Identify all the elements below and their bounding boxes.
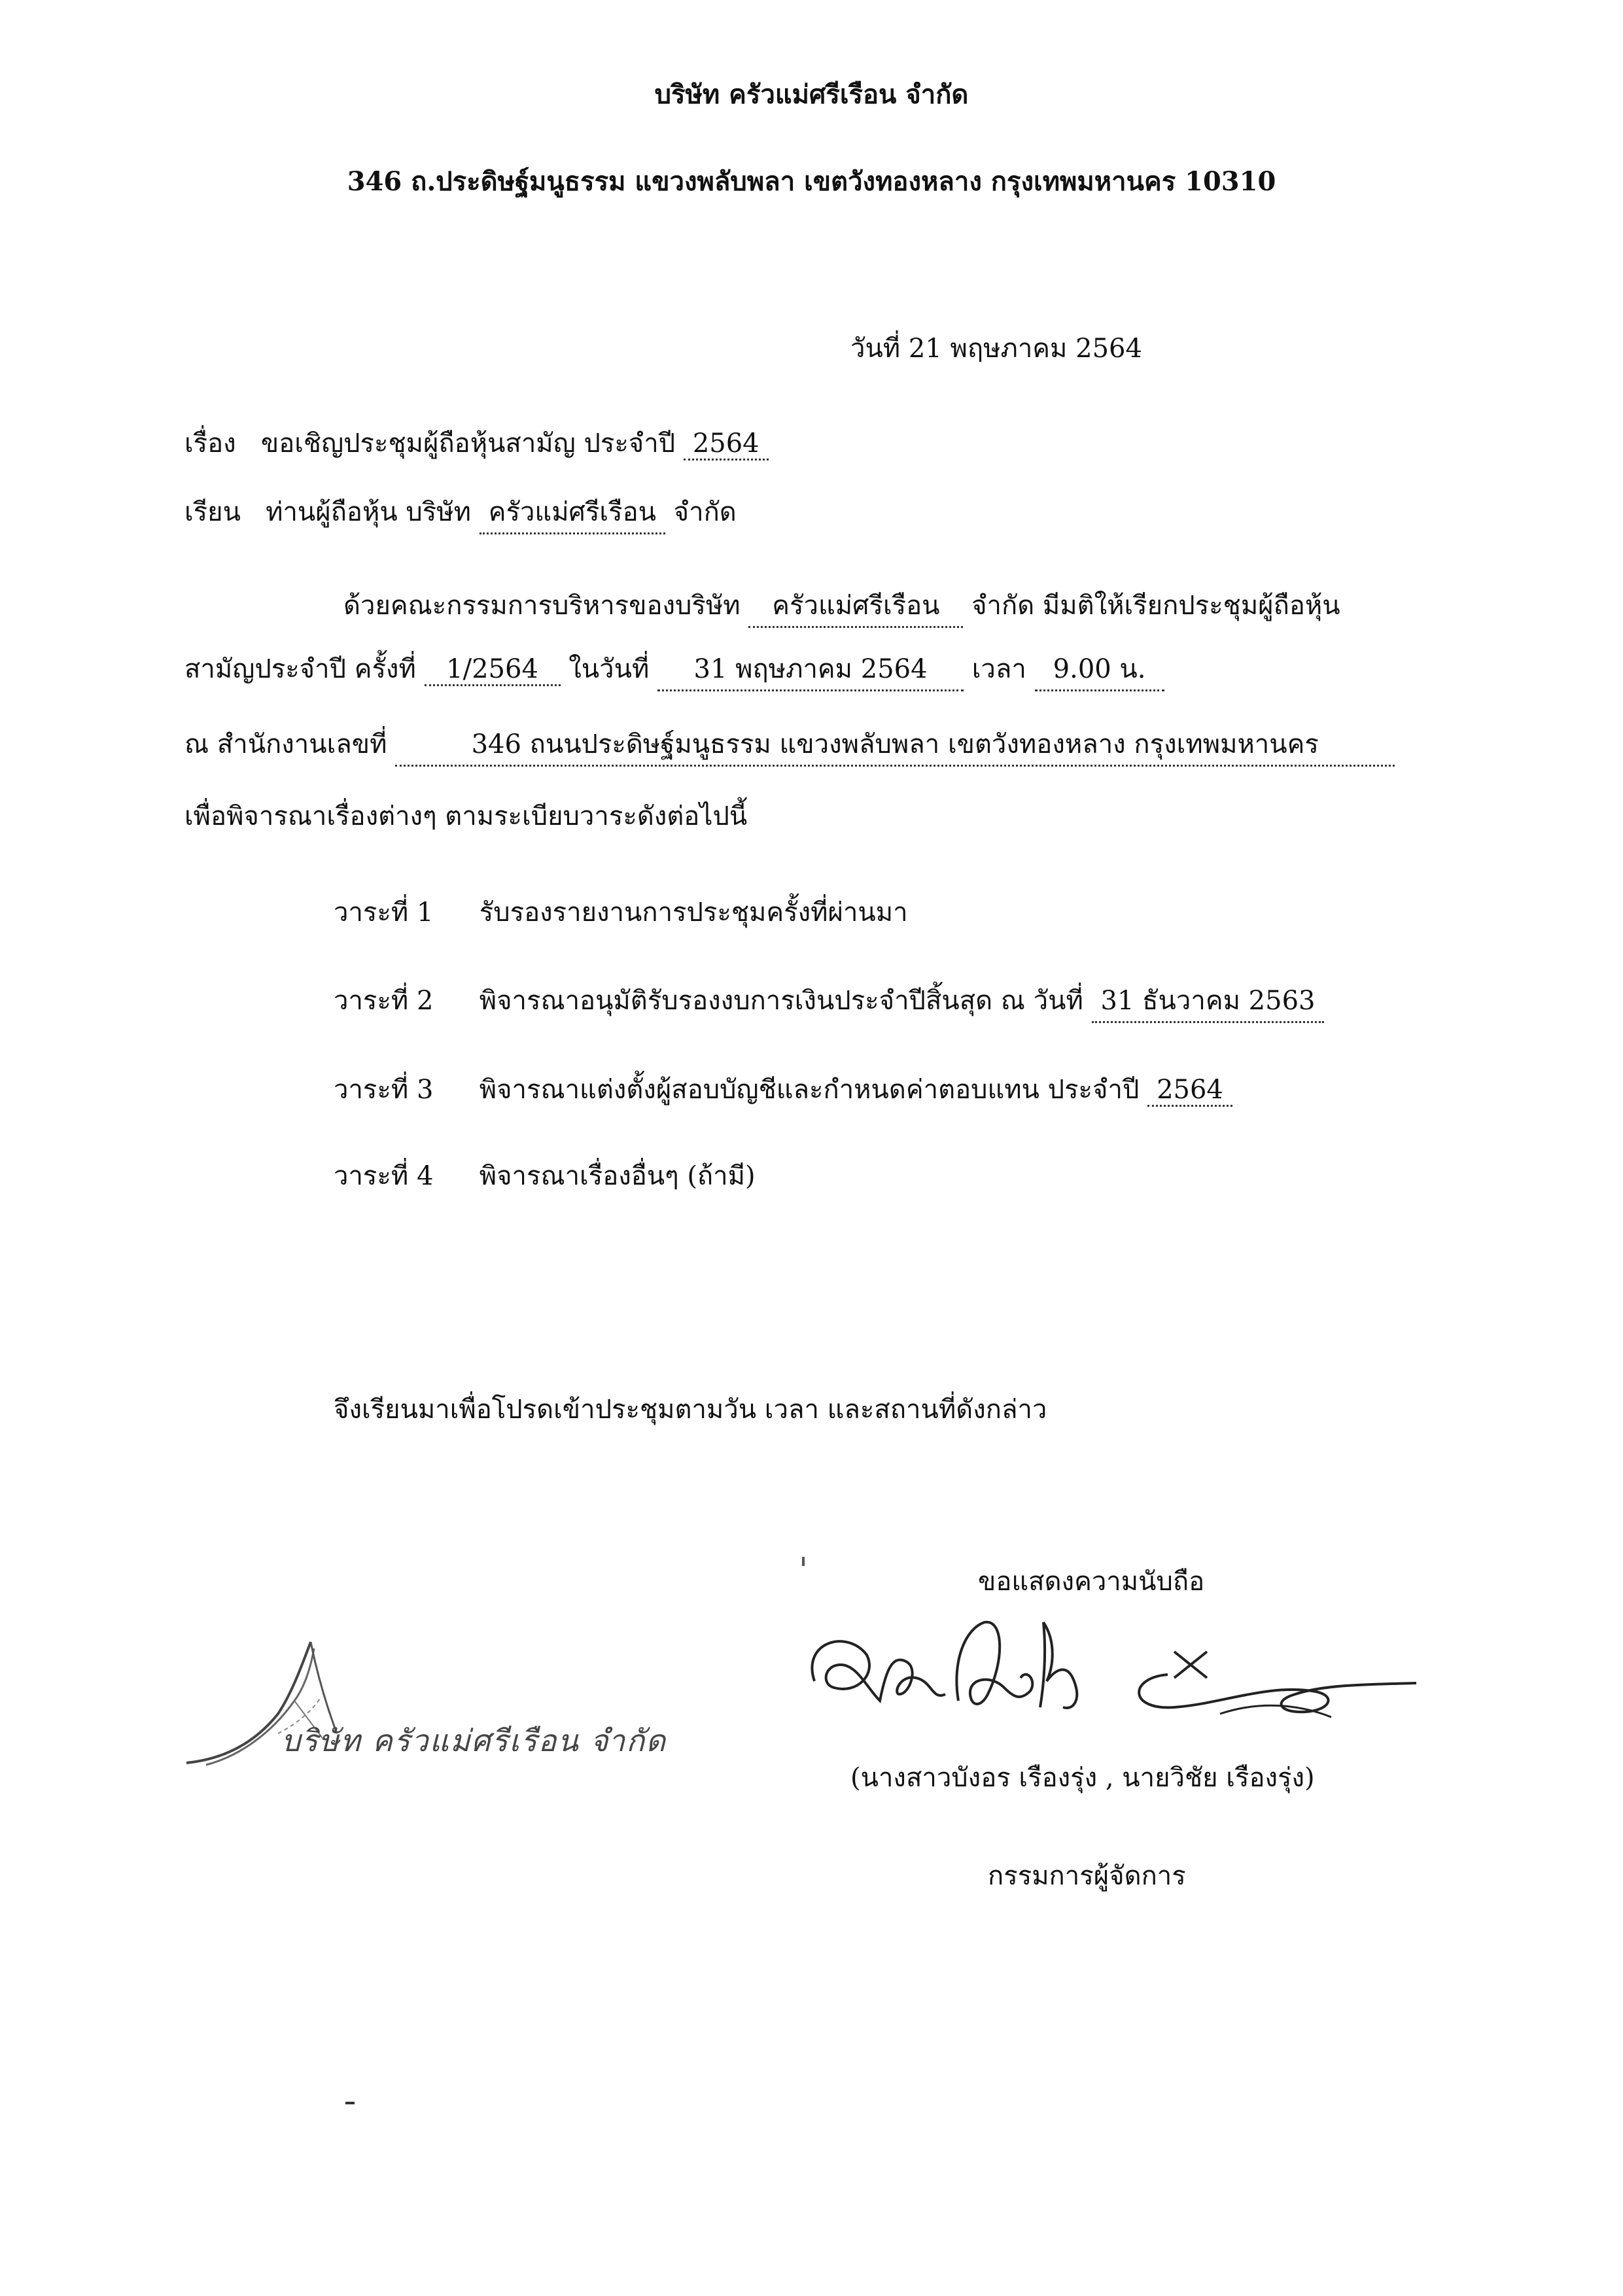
scan-speck xyxy=(802,1557,805,1566)
agenda-label: วาระที่ 1 xyxy=(334,897,434,928)
signatories-names: (นางสาวบังอร เรืองรุ่ง , นายวิชัย เรืองรุ่ง) xyxy=(850,1763,1315,1793)
meeting-time: 9.00 น. xyxy=(1035,648,1164,691)
signature-2-icon xyxy=(1115,1639,1423,1737)
company-name-header: บริษัท ครัวแม่ศรีเรือน จำกัด xyxy=(654,79,969,110)
recipient-label: เรียน xyxy=(184,497,241,527)
subject-year: 2564 xyxy=(684,428,769,461)
meeting-date-label: ในวันที่ xyxy=(568,654,650,684)
meeting-time-label: เวลา xyxy=(971,654,1026,684)
subject-line xyxy=(184,422,769,464)
body-intro: ด้วยคณะกรรมการบริหารของบริษัท xyxy=(343,591,741,621)
signature-1-icon xyxy=(795,1603,1161,1747)
body-line-1 xyxy=(343,584,1340,628)
closing-line: จึงเรียนมาเพื่อโปรดเข้าประชุมตามวัน เวลา และสถานที่ดังกล่าว xyxy=(334,1395,1047,1425)
body-line-2 xyxy=(184,648,1164,691)
agenda-fill: 2564 xyxy=(1147,1075,1232,1107)
agenda-text: พิจารณาอนุมัติรับรองงบการเงินประจำปีสิ้นสุด ณ วันที่ xyxy=(479,986,1083,1016)
agenda-fill: 31 ธันวาคม 2563 xyxy=(1092,979,1325,1023)
signatory-position: กรรมการผู้จัดการ xyxy=(988,1861,1186,1891)
meeting-date: 31 พฤษภาคม 2564 xyxy=(657,648,964,691)
agenda-text: พิจารณาแต่งตั้งผู้สอบบัญชีและกำหนดค่าตอบแทน ประจำปี xyxy=(479,1075,1140,1105)
venue-address: 346 ถนนประดิษฐ์มนูธรรม แขวงพลับพลา เขตวังทองหลาง กรุงเทพมหานคร xyxy=(395,723,1395,767)
agenda-item xyxy=(334,979,1324,1023)
agenda-text: พิจารณาเรื่องอื่นๆ (ถ้ามี) xyxy=(479,1161,756,1191)
agenda-text: รับรองรายงานการประชุมครั้งที่ผ่านมา xyxy=(479,897,908,928)
company-address-header: 346 ถ.ประดิษฐ์มนูธรรม แขวงพลับพลา เขตวังทองหลาง กรุงเทพมหานคร 10310 xyxy=(347,166,1276,197)
body-line-4: เพื่อพิจารณาเรื่องต่างๆ ตามระเบียบวาระดังต่อไปนี้ xyxy=(184,801,748,831)
agenda-item xyxy=(334,891,908,933)
body-company: ครัวแม่ศรีเรือน xyxy=(748,584,963,628)
agenda-label: วาระที่ 2 xyxy=(334,986,434,1016)
body-resolution: จำกัด มีมติให้เรียกประชุมผู้ถือหุ้น xyxy=(971,591,1340,621)
letter-date: วันที่ 21 พฤษภาคม 2564 xyxy=(850,334,1142,364)
company-seal xyxy=(180,1635,716,1786)
venue-label: ณ สำนักงานเลขที่ xyxy=(184,729,387,759)
meeting-number: 1/2564 xyxy=(425,654,561,686)
body-line-3 xyxy=(184,723,1395,767)
agenda-item xyxy=(334,1068,1232,1110)
agenda-item xyxy=(334,1155,756,1196)
agenda-label: วาระที่ 4 xyxy=(334,1161,434,1191)
regards-line: ขอแสดงความนับถือ xyxy=(978,1567,1205,1597)
agenda-label: วาระที่ 3 xyxy=(334,1075,434,1105)
recipient-text: ท่านผู้ถือหุ้น บริษัท xyxy=(266,497,471,527)
subject-text: ขอเชิญประชุมผู้ถือหุ้นสามัญ ประจำปี xyxy=(260,428,676,459)
recipient-suffix: จำกัด xyxy=(673,497,737,527)
recipient-line xyxy=(184,491,737,534)
seal-company-name: บริษัท ครัวแม่ศรีเรือน จำกัด xyxy=(281,1723,667,1758)
recipient-company: ครัวแม่ศรีเรือน xyxy=(480,491,665,534)
meeting-type: สามัญประจำปี ครั้งที่ xyxy=(184,654,416,684)
subject-label: เรื่อง xyxy=(184,428,236,459)
director-signatures xyxy=(795,1603,1423,1747)
scan-speck xyxy=(345,2102,355,2104)
